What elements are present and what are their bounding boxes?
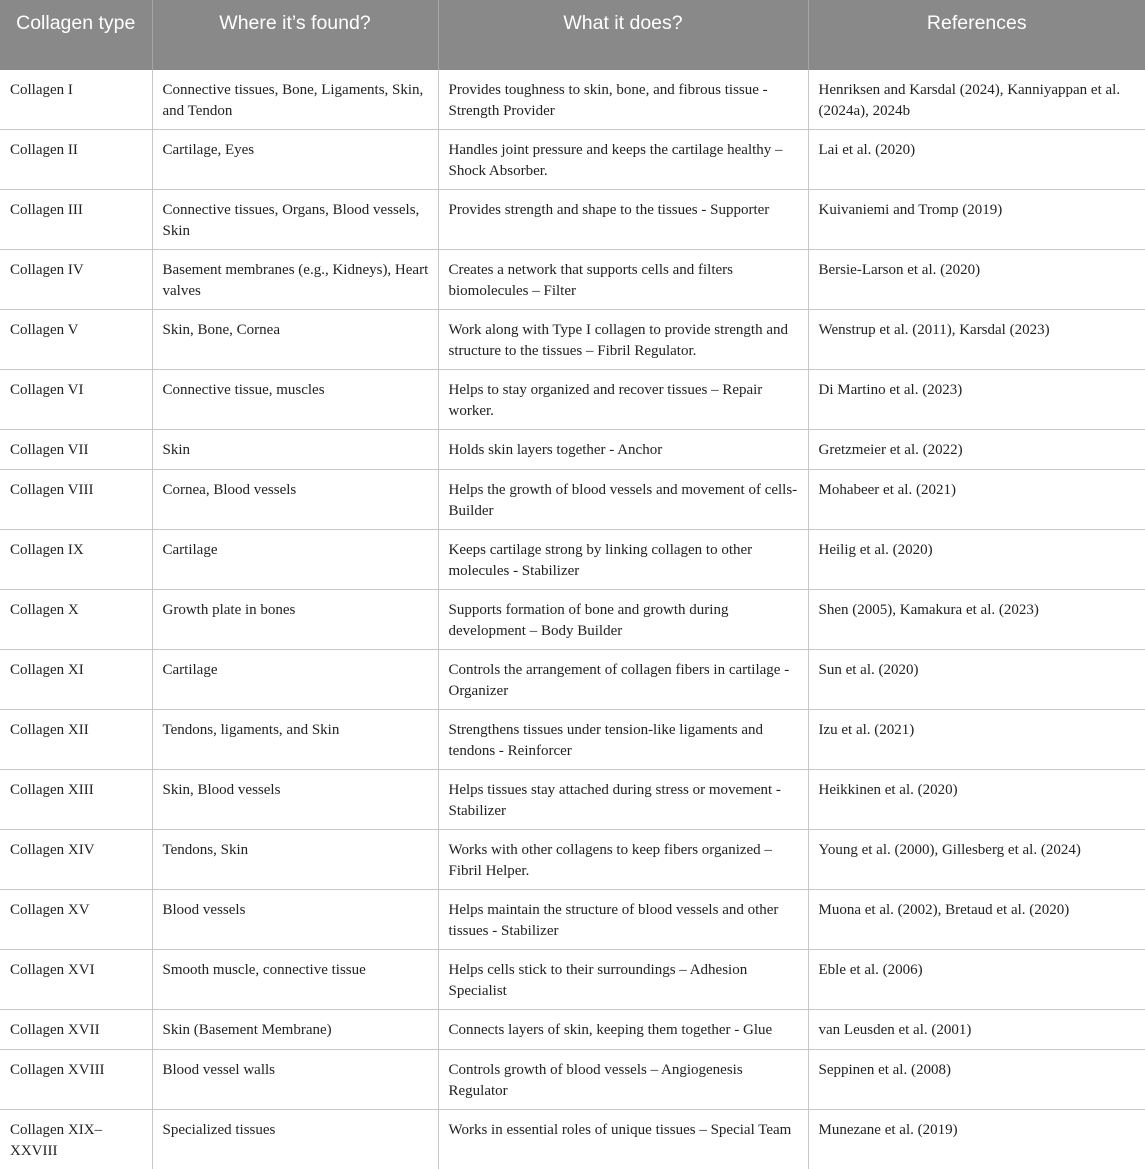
cell-function: Provides strength and shape to the tissues - Supporter	[438, 190, 808, 250]
cell-references: Izu et al. (2021)	[808, 710, 1145, 770]
cell-type: Collagen VIII	[0, 470, 152, 530]
cell-references: Kuivaniemi and Tromp (2019)	[808, 190, 1145, 250]
cell-references: Eble et al. (2006)	[808, 950, 1145, 1010]
cell-type: Collagen XVII	[0, 1010, 152, 1050]
table-row	[0, 130, 1145, 190]
cell-type: Collagen XIII	[0, 770, 152, 830]
table-row	[0, 950, 1145, 1010]
table-row	[0, 890, 1145, 950]
header-row	[0, 0, 1145, 70]
cell-function: Keeps cartilage strong by linking collagen to other molecules - Stabilizer	[438, 530, 808, 590]
cell-function: Supports formation of bone and growth during development – Body Builder	[438, 590, 808, 650]
cell-function: Controls the arrangement of collagen fibers in cartilage - Organizer	[438, 650, 808, 710]
cell-type: Collagen XIV	[0, 830, 152, 890]
cell-location: Connective tissue, muscles	[152, 370, 438, 430]
cell-function: Handles joint pressure and keeps the cartilage healthy – Shock Absorber.	[438, 130, 808, 190]
header-function: What it does?	[438, 0, 808, 70]
table-header	[0, 0, 1145, 70]
cell-location: Cartilage, Eyes	[152, 130, 438, 190]
cell-function: Helps to stay organized and recover tissues – Repair worker.	[438, 370, 808, 430]
cell-function: Helps maintain the structure of blood vessels and other tissues - Stabilizer	[438, 890, 808, 950]
header-location: Where it’s found?	[152, 0, 438, 70]
cell-function: Holds skin layers together - Anchor	[438, 430, 808, 470]
table-row	[0, 830, 1145, 890]
cell-references: Heilig et al. (2020)	[808, 530, 1145, 590]
table-row	[0, 190, 1145, 250]
cell-type: Collagen X	[0, 590, 152, 650]
cell-function: Works in essential roles of unique tissues – Special Team	[438, 1110, 808, 1169]
cell-function: Connects layers of skin, keeping them together - Glue	[438, 1010, 808, 1050]
cell-references: Wenstrup et al. (2011), Karsdal (2023)	[808, 310, 1145, 370]
cell-function: Works with other collagens to keep fibers organized – Fibril Helper.	[438, 830, 808, 890]
cell-references: Shen (2005), Kamakura et al. (2023)	[808, 590, 1145, 650]
table-row	[0, 310, 1145, 370]
cell-references: Seppinen et al. (2008)	[808, 1050, 1145, 1110]
cell-references: Bersie-Larson et al. (2020)	[808, 250, 1145, 310]
cell-type: Collagen XI	[0, 650, 152, 710]
cell-type: Collagen XII	[0, 710, 152, 770]
cell-references: Lai et al. (2020)	[808, 130, 1145, 190]
table-row	[0, 430, 1145, 470]
cell-type: Collagen XV	[0, 890, 152, 950]
cell-location: Smooth muscle, connective tissue	[152, 950, 438, 1010]
cell-type: Collagen IX	[0, 530, 152, 590]
cell-type: Collagen V	[0, 310, 152, 370]
table-row	[0, 710, 1145, 770]
cell-type: Collagen VI	[0, 370, 152, 430]
table-row	[0, 1010, 1145, 1050]
table-row	[0, 370, 1145, 430]
cell-function: Controls growth of blood vessels – Angiogenesis Regulator	[438, 1050, 808, 1110]
cell-type: Collagen VII	[0, 430, 152, 470]
cell-location: Basement membranes (e.g., Kidneys), Heart valves	[152, 250, 438, 310]
cell-references: Henriksen and Karsdal (2024), Kanniyappan et al. (2024a), 2024b	[808, 70, 1145, 130]
cell-location: Skin (Basement Membrane)	[152, 1010, 438, 1050]
table-row	[0, 70, 1145, 130]
header-collagen-type: Collagen type	[0, 0, 152, 70]
cell-location: Skin	[152, 430, 438, 470]
cell-location: Connective tissues, Organs, Blood vessels, Skin	[152, 190, 438, 250]
cell-references: Young et al. (2000), Gillesberg et al. (2024)	[808, 830, 1145, 890]
cell-location: Cartilage	[152, 530, 438, 590]
cell-location: Skin, Bone, Cornea	[152, 310, 438, 370]
cell-type: Collagen XVIII	[0, 1050, 152, 1110]
cell-function: Work along with Type I collagen to provide strength and structure to the tissues – Fibril Regulator.	[438, 310, 808, 370]
cell-type: Collagen II	[0, 130, 152, 190]
cell-references: Muona et al. (2002), Bretaud et al. (2020)	[808, 890, 1145, 950]
cell-location: Blood vessels	[152, 890, 438, 950]
cell-references: Di Martino et al. (2023)	[808, 370, 1145, 430]
cell-function: Helps tissues stay attached during stress or movement - Stabilizer	[438, 770, 808, 830]
cell-type: Collagen III	[0, 190, 152, 250]
cell-location: Connective tissues, Bone, Ligaments, Skin, and Tendon	[152, 70, 438, 130]
cell-location: Specialized tissues	[152, 1110, 438, 1169]
cell-references: Mohabeer et al. (2021)	[808, 470, 1145, 530]
cell-references: Gretzmeier et al. (2022)	[808, 430, 1145, 470]
table-row	[0, 590, 1145, 650]
cell-type: Collagen XVI	[0, 950, 152, 1010]
table-row	[0, 250, 1145, 310]
cell-location: Growth plate in bones	[152, 590, 438, 650]
cell-location: Cornea, Blood vessels	[152, 470, 438, 530]
cell-location: Cartilage	[152, 650, 438, 710]
table-row	[0, 650, 1145, 710]
table-row	[0, 1050, 1145, 1110]
table-row	[0, 530, 1145, 590]
cell-location: Tendons, Skin	[152, 830, 438, 890]
cell-type: Collagen XIX–XXVIII	[0, 1110, 152, 1169]
cell-references: Sun et al. (2020)	[808, 650, 1145, 710]
cell-references: Munezane et al. (2019)	[808, 1110, 1145, 1169]
cell-location: Skin, Blood vessels	[152, 770, 438, 830]
cell-type: Collagen I	[0, 70, 152, 130]
cell-references: van Leusden et al. (2001)	[808, 1010, 1145, 1050]
table-body	[0, 70, 1145, 1169]
cell-function: Helps the growth of blood vessels and movement of cells- Builder	[438, 470, 808, 530]
cell-location: Blood vessel walls	[152, 1050, 438, 1110]
header-references: References	[808, 0, 1145, 70]
cell-function: Provides toughness to skin, bone, and fibrous tissue - Strength Provider	[438, 70, 808, 130]
cell-function: Strengthens tissues under tension-like ligaments and tendons - Reinforcer	[438, 710, 808, 770]
cell-function: Creates a network that supports cells and filters biomolecules – Filter	[438, 250, 808, 310]
table-row	[0, 770, 1145, 830]
cell-type: Collagen IV	[0, 250, 152, 310]
table-row	[0, 470, 1145, 530]
table-row	[0, 1110, 1145, 1169]
cell-location: Tendons, ligaments, and Skin	[152, 710, 438, 770]
cell-function: Helps cells stick to their surroundings – Adhesion Specialist	[438, 950, 808, 1010]
cell-references: Heikkinen et al. (2020)	[808, 770, 1145, 830]
